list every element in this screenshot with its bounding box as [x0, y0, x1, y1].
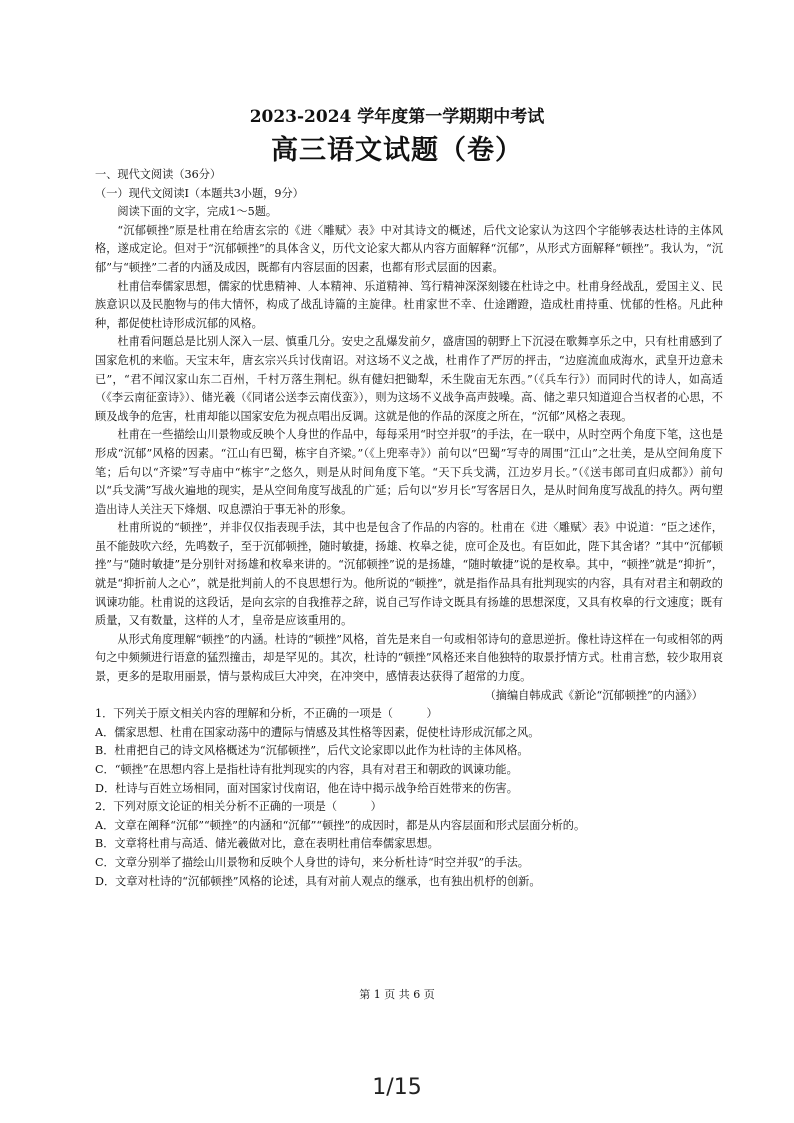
passage-source: （摘编自韩成武《新论“沉郁顿挫”的内涵》）: [484, 688, 703, 702]
passage-paragraph: “沉郁顿挫”原是杜甫在给唐玄宗的《进〈雕赋〉表》中对其诗文的概述，后代文论家认为这四个字能够表达杜诗的主体风格，遂成定论。但对于“沉郁顿挫”的具体含义，历代文论家大都从内容方面解释“沉郁”，从形式方面解释“顿挫”。我认为，“沉郁”与“顿挫”二者的内涵及成因，既都有内容层面的因素，也都有形式层面的因素。: [95, 223, 723, 274]
page-footer: 第 1 页 共 6 页: [359, 988, 435, 1001]
page-indicator: 1/15: [372, 1075, 422, 1100]
question-option: D．杜诗与百姓立场相同，面对国家讨伐南诏，他在诗中揭示战争给百姓带来的伤害。: [95, 781, 518, 795]
section-subtitle: （一）现代文阅读Ⅰ（本题共3小题，9分）: [95, 186, 304, 200]
question-stem: 2．下列对原文论证的相关分析不正确的一项是（ ）: [95, 800, 382, 814]
exam-body: [95, 166, 723, 891]
passage-paragraph: 杜甫在一些描绘山川景物或反映个人身世的作品中，每每采用“时空并驭”的手法，在一联中，从时空两个角度下笔，这也是形成“沉郁”风格的因素。“江山有巴蜀，栋宇自齐梁。”（《上兜率寺》）前句以“巴蜀”写寺的周围“江山”之壮美，是从空间角度下笔；后句以“齐梁”写寺庙中“栋宇”之悠久，则是从时间角度下笔。“天下兵戈满，江边岁月长。”（《送韦郎司直归成都》）前句以“兵戈满”写战火遍地的现实，是从空间角度写战乱的广延；后句以“岁月长”写客居日久，是从时间角度写战乱的持久。两句塑造出诗人关注天下烽烟、叹息漂泊于事无补的形象。: [95, 428, 723, 516]
exam-main-title: 高三语文试题（卷）: [271, 135, 523, 166]
question-option: B．文章将杜甫与高适、储光羲做对比，意在表明杜甫信奉儒家思想。: [95, 837, 439, 851]
passage-paragraph: 杜甫信奉儒家思想，儒家的忧患精神、人本精神、乐道精神、笃行精神深深刻镂在杜诗之中。杜甫身经战乱，爱国主义、民族意识以及民胞物与的伟大情怀，构成了战乱诗篇的主旋律。杜甫家世不幸、仕途蹭蹬，造成杜甫持重、忧郁的性格。凡此种种，都促使杜诗形成沉郁的风格。: [95, 279, 723, 330]
exam-year-title: 2023-2024 学年度第一学期期中考试: [249, 107, 545, 127]
passage-paragraph: 杜甫看问题总是比别人深入一层、慎重几分。安史之乱爆发前夕，盛唐国的朝野上下沉浸在歌舞享乐之中，只有杜甫感到了国家危机的来临。天宝末年，唐玄宗兴兵讨伐南诏。对这场不义之战，杜甫作了严厉的抨击，“边庭流血成海水，武皇开边意未已”，“君不闻汉家山东二百州，千村万落生荆杞。纵有健妇把锄犁，禾生陇亩无东西。”（《兵车行》）而同时代的诗人，如高适（《李云南征蛮诗》）、储光羲（《同诸公送李云南伐蛮》），则为这场不义战争高声鼓噪。高、储之辈只知道迎合当权者的心思，不顾及战争的危害，杜甫却能以国家安危为视点唱出反调。这就是他的作品的深度之所在，“沉郁”风格之表现。: [95, 335, 723, 423]
reading-instruction: 阅读下面的文字，完成1～5题。: [117, 205, 278, 219]
question-option: B．杜甫把自己的诗文风格概述为“沉郁顿挫”，后代文论家即以此作为杜诗的主体风格。: [95, 744, 529, 758]
section-title: 一、现代文阅读（36分）: [95, 168, 222, 181]
passage-paragraph: 杜甫所说的“顿挫”，并非仅仅指表现手法，其中也是包含了作品的内容的。杜甫在《进〈雕赋〉表》中说道：“臣之述作，虽不能鼓吹六经，先鸣数子，至于沉郁顿挫，随时敏捷，扬雄、枚皋之徒，庶可企及也。有臣如此，陛下其舍诸？”其中“沉郁顿挫”与“随时敏捷”是分别针对扬雄和枚皋来讲的。“沉郁顿挫”说的是扬雄，“随时敏捷”说的是枚皋。其中，“顿挫”就是“抑折”，就是“抑折前人之心”，就是批判前人的不良思想行为。他所说的“顿挫”，就是指作品具有批判现实的内容，具有对君主和朝政的讽谏功能。杜甫说的这段话，是向玄宗的自我推荐之辞，说自己写作诗文既具有扬雄的思想深度，又具有枚皋的行文速度；既有质量，又有数量，这样的人才，皇帝是应该重用的。: [95, 521, 723, 628]
question-stem: 1．下列关于原文相关内容的理解和分析，不正确的一项是（ ）: [95, 707, 438, 721]
question-option: C．文章分别举了描绘山川景物和反映个人身世的诗句，来分析杜诗“时空并驭”的手法。: [95, 855, 529, 869]
question-option: D．文章对杜诗的“沉郁顿挫”风格的论述，具有对前人观点的继承，也有独出机杼的创新。: [95, 874, 541, 888]
passage-paragraph: 从形式角度理解“顿挫”的内涵。杜诗的“顿挫”风格，首先是来自一句或相邻诗句的意思逆折。像杜诗这样在一句或相邻的两句之中频频进行语意的猛烈撞击，却是罕见的。其次，杜诗的“顿挫”风格还来自他独特的取景抒情方式。杜甫言愁，较少取用哀景，更多的是取用丽景，情与景构成巨大冲突，在冲突中，感情表达获得了超常的力度。: [95, 632, 723, 684]
question-option: A．儒家思想、杜甫在国家动荡中的遭际与情感及其性格等因素，促使杜诗形成沉郁之风。: [95, 725, 540, 739]
question-option: C．“顿挫”在思想内容上是指杜诗有批判现实的内容，具有对君王和朝政的讽谏功能。: [95, 763, 518, 776]
question-option: A．文章在阐释“沉郁”“顿挫”的内涵和“沉郁”“顿挫”的成因时，都是从内容层面和形式层面分析的。: [95, 818, 586, 832]
